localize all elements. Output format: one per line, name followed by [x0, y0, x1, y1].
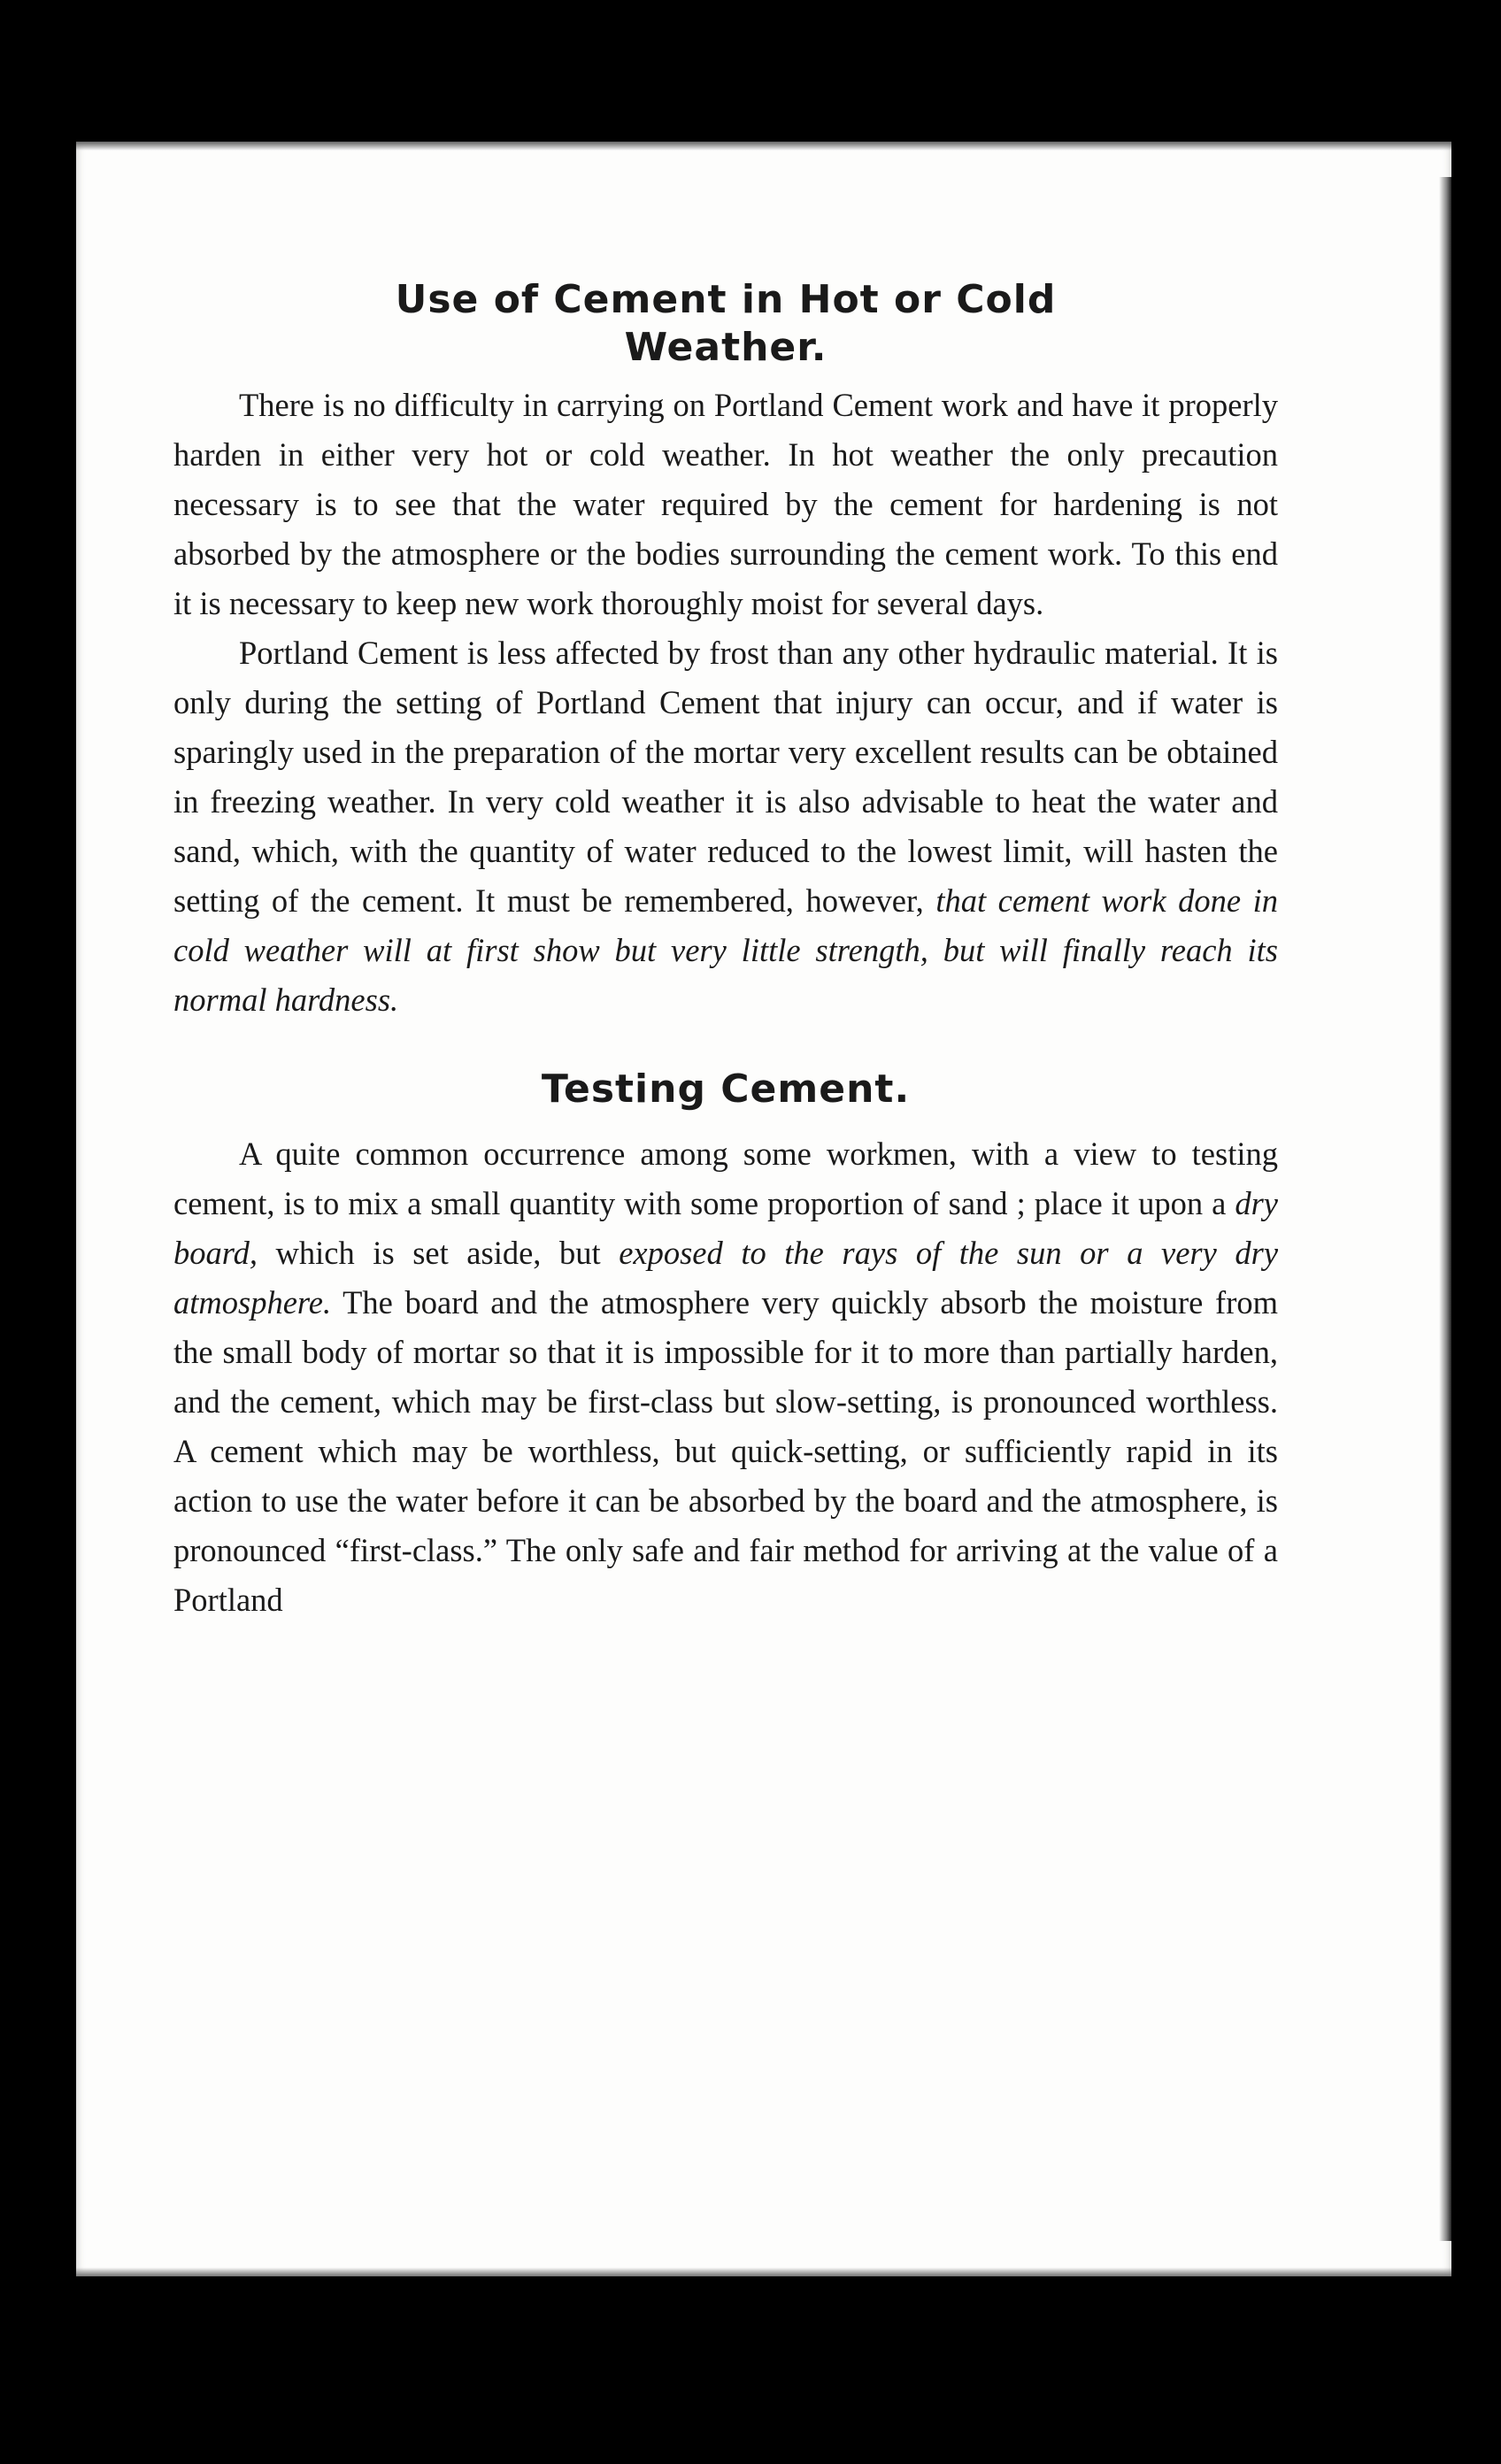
testing-italic-dry-board: dry board, — [173, 1185, 1278, 1271]
heading-line-2: Weather. — [624, 325, 827, 370]
testing-text-2: which is set aside, but — [275, 1235, 601, 1271]
testing-text-3: The board and the atmosphere very quickly absorb the moisture from the small body of mortar so that it is impossible for it to more than partially harden, and the cement, which may be first-class but slow-setting, is pronounced worthless. A cement which may be worthless, but quick-setting, or sufficiently rapid in its action to use the water before it can be absorbed by the board and the atmosphere, is pronounced “first-class.” The only safe and fair method for arriving at the value of a Portland — [173, 1284, 1278, 1618]
page-top-edge — [76, 142, 1451, 150]
paragraph-hot-weather: There is no difficulty in carrying on Portland Cement work and have it properly harden in either very hot or cold weather. In hot weather the only precaution necessary is to see that the water required by the cement for hardening is not absorbed by the atmosphere or the bodies surrounding the cement work. To this end it is necessary to keep new work thoroughly moist for several days. — [173, 387, 1278, 621]
heading-line-1: Use of Cement in Hot or Cold — [395, 277, 1057, 322]
testing-text-1: A quite common occurrence among some workmen, with a view to testing cement, is to mix a small quantity with some proportion of sand ; place it upon a — [173, 1136, 1278, 1221]
page-right-edge — [1439, 177, 1451, 2241]
page-text — [173, 276, 1278, 1625]
paragraph-cold-weather-text: Portland Cement is less affected by frost than any other hydraulic material. It is only during the setting of Portland Cement that injury can occur, and if water is sparingly used in the preparation of the mortar very excellent results can be obtained in freezing weather. In very cold weather it is also advisable to heat the water and sand, which, with the quantity of water reduced to the lowest limit, will hasten the setting of the cement. It must be remembered, however, — [173, 635, 1278, 919]
page-bottom-edge — [76, 2268, 1451, 2276]
paragraph-cold-weather — [173, 628, 1278, 1025]
paragraph-testing-cement — [173, 1129, 1278, 1625]
testing-italic-exposed: exposed to the rays of the sun or a very dry atmosphere. — [173, 1235, 1279, 1321]
section-heading-hot-cold-weather — [173, 276, 1278, 372]
section-heading-testing-cement: Testing Cement. — [541, 1066, 911, 1112]
paragraph-cold-weather-italic: that cement work done in cold weather will at first show but very little strength, but will finally reach its normal hardness. — [173, 882, 1278, 1018]
